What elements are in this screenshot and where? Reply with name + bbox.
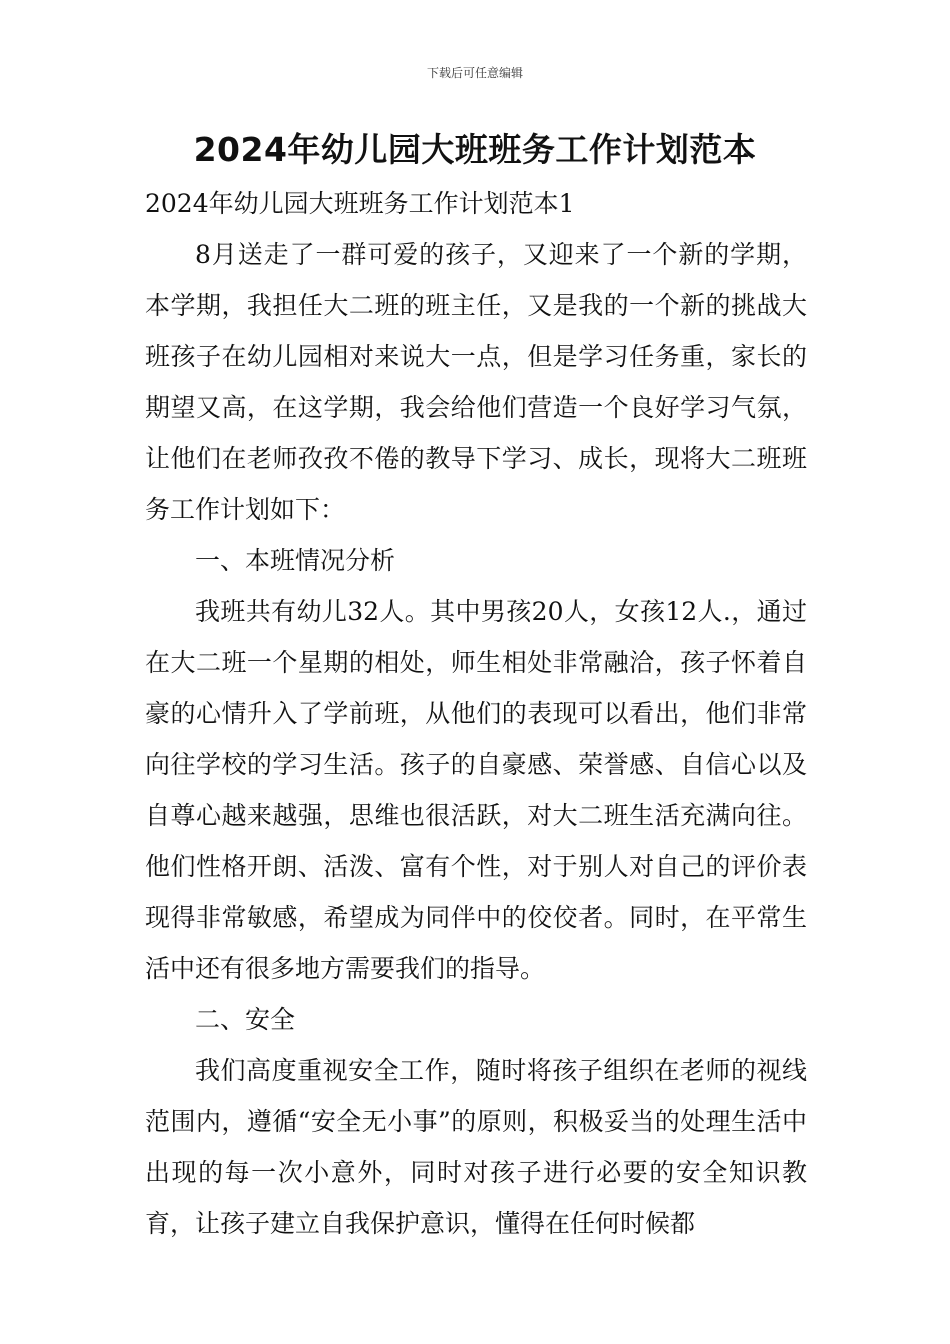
section-1-paragraph: 我班共有幼儿32人。其中男孩20人，女孩12人.，通过在大二班一个星期的相处，师生相处非常融洽，孩子怀着自豪的心情升入了学前班，从他们的表现可以看出，他们非常向往学校的学习生活。孩子的自豪感、荣誉感、自信心以及自尊心越来越强，思维也很活跃，对大二班生活充满向往。他们性格开朗、活泼、富有个性，对于别人对自己的评价表现得非常敏感，希望成为同伴中的佼佼者。同时，在平常生活中还有很多地方需要我们的指导。 (145, 597, 807, 983)
section-2-paragraph: 我们高度重视安全工作，随时将孩子组织在老师的视线范围内，遵循“安全无小事”的原则，积极妥当的处理生活中出现的每一次小意外，同时对孩子进行必要的安全知识教育，让孩子建立自我保护意识，懂得在任何时候都 (145, 1056, 807, 1238)
section-heading-1: 一、本班情况分析 (195, 546, 396, 575)
section-heading-2: 二、安全 (195, 1005, 296, 1034)
intro-paragraph: 8月送走了一群可爱的孩子，又迎来了一个新的学期，本学期，我担任大二班的班主任，又是我的一个新的挑战大班孩子在幼儿园相对来说大一点，但是学习任务重，家长的期望又高，在这学期，我会给他们营造一个良好学习气氛，让他们在老师孜孜不倦的教导下学习、成长，现将大二班班务工作计划如下： (145, 240, 807, 524)
document-subtitle: 2024年幼儿园大班班务工作计划范本1 (145, 189, 575, 218)
document-title: 2024年幼儿园大班班务工作计划范本 (193, 130, 757, 169)
document-body (145, 178, 807, 1249)
header-note: 下载后可任意编辑 (426, 66, 523, 80)
